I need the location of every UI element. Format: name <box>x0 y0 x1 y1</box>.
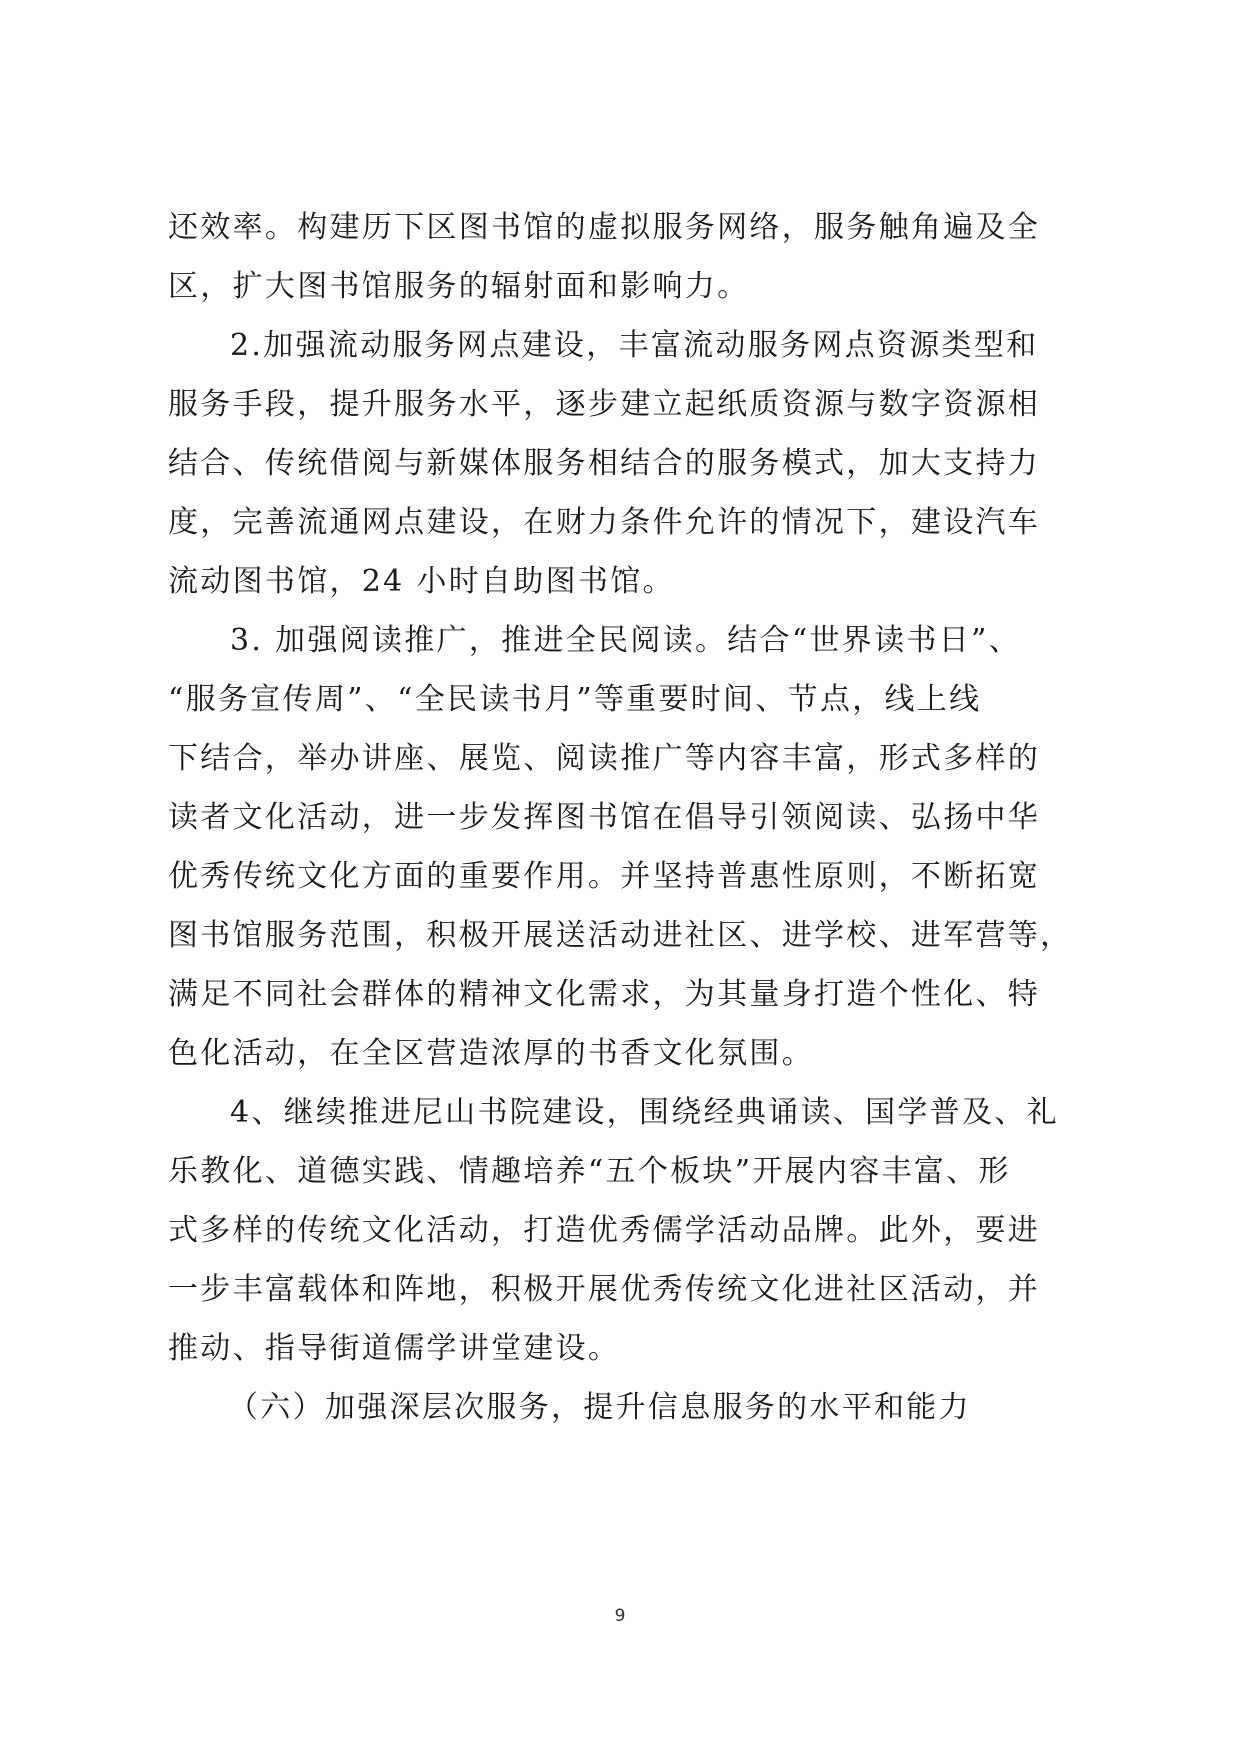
text-line: 图书馆服务范围，积极开展送活动进社区、进学校、进军营等， <box>168 918 1073 953</box>
text-line: 优秀传统文化方面的重要作用。并坚持普惠性原则，不断拓宽 <box>168 859 1041 894</box>
text-line: 式多样的传统文化活动，打造优秀儒学活动品牌。此外，要进 <box>168 1213 1041 1248</box>
text-line: 3. 加强阅读推广，推进全民阅读。结合“世界读书日”、 <box>230 623 1021 658</box>
text-line: 一步丰富载体和阵地，积极开展优秀传统文化进社区活动，并 <box>168 1272 1041 1307</box>
text-line: 读者文化活动，进一步发挥图书馆在倡导引领阅读、弘扬中华 <box>168 800 1041 835</box>
text-line: 度，完善流通网点建设，在财力条件允许的情况下，建设汽车 <box>168 505 1041 540</box>
text-line: 满足不同社会群体的精神文化需求，为其量身打造个性化、特 <box>168 977 1041 1012</box>
text-line: 乐教化、道德实践、情趣培养“五个板块”开展内容丰富、形 <box>168 1154 1011 1189</box>
text-line: 下结合，举办讲座、展览、阅读推广等内容丰富，形式多样的 <box>168 741 1041 776</box>
section-heading: （六）加强深层次服务，提升信息服务的水平和能力 <box>228 1390 971 1425</box>
text-line: 结合、传统借阅与新媒体服务相结合的服务模式，加大支持力 <box>168 446 1041 481</box>
text-line: 4、继续推进尼山书院建设，围绕经典诵读、国学普及、礼 <box>230 1095 1059 1130</box>
page-number: 9 <box>614 1606 626 1626</box>
text-line: 色化活动，在全区营造浓厚的书香文化氛围。 <box>168 1036 814 1071</box>
text-line: 流动图书馆，24 小时自助图书馆。 <box>168 564 675 599</box>
text-line: “服务宣传周”、“全民读书月”等重要时间、节点，线上线 <box>168 682 982 717</box>
text-line: 还效率。构建历下区图书馆的虚拟服务网络，服务触角遍及全 <box>168 210 1041 245</box>
text-line: 区，扩大图书馆服务的辐射面和影响力。 <box>168 269 750 304</box>
text-line: 2.加强流动服务网点建设，丰富流动服务网点资源类型和 <box>230 328 1039 363</box>
text-line: 服务手段，提升服务水平，逐步建立起纸质资源与数字资源相 <box>168 387 1041 422</box>
text-line: 推动、指导街道儒学讲堂建设。 <box>168 1331 621 1366</box>
